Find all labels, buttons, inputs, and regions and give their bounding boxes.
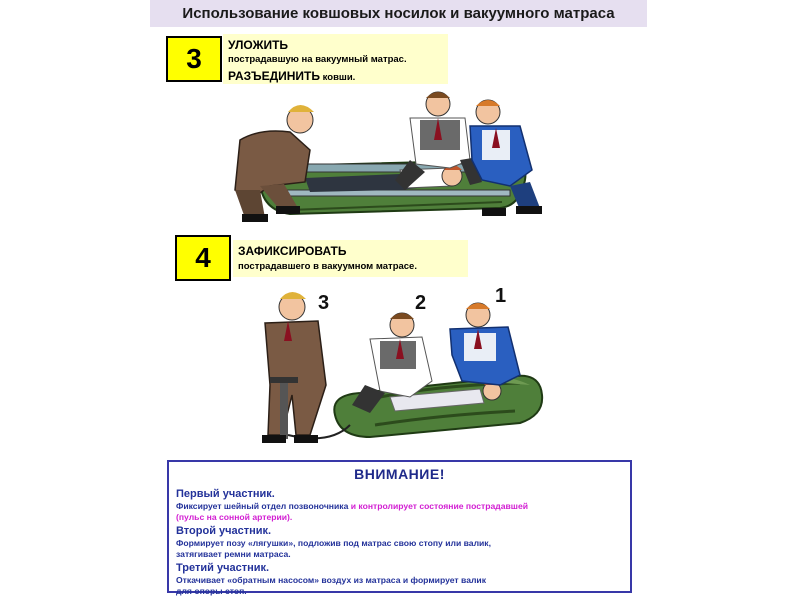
first-participant-heading: Первый участник. <box>176 488 275 500</box>
scene-step-3-illustration <box>220 90 550 230</box>
warning-box <box>167 460 632 596</box>
step-3-line-3 <box>228 67 355 85</box>
participant-number-2: 2 <box>415 292 427 314</box>
participant-number-1: 1 <box>495 285 507 307</box>
warning-body <box>176 486 626 597</box>
second-participant-heading: Второй участник. <box>176 525 272 537</box>
step-4-instruction <box>233 240 468 277</box>
step-4-number: 4 <box>175 235 231 281</box>
second-participant-text-b: затягивает ремни матраса. <box>176 549 291 559</box>
third-participant-heading: Третий участник. <box>176 562 270 574</box>
page-title: Использование ковшовых носилок и вакуумного матраса <box>150 0 647 27</box>
warning-title: ВНИМАНИЕ! <box>354 466 445 482</box>
first-participant-text <box>176 501 626 512</box>
first-participant-text-a: Фиксирует шейный отдел позвоночника <box>176 501 349 511</box>
step-3-line-3-strong: РАЗЪЕДИНИТЬ <box>228 69 320 83</box>
step-3-instruction <box>223 34 448 84</box>
second-participant-text-a: Формирует позу «лягушки», подложив под матрас свою стопу или валик, <box>176 538 491 548</box>
participant-number-3: 3 <box>318 292 330 314</box>
step-3-line-1: УЛОЖИТЬ <box>228 38 289 52</box>
scene-step-4-illustration <box>240 285 560 455</box>
first-participant-text-c: (пульс на сонной артерии). <box>176 512 293 522</box>
step-4-line-1: ЗАФИКСИРОВАТЬ <box>238 244 347 258</box>
step-3-line-3-rest: ковши. <box>320 72 356 83</box>
step-3-line-2: пострадавшую на вакуумный матрас. <box>228 54 407 65</box>
step-4-line-2: пострадавшего в вакуумном матрасе. <box>238 261 417 272</box>
participant-1-blue <box>450 303 520 385</box>
first-participant-text-b: и контролирует состояние пострадавшей <box>348 501 529 511</box>
third-participant-text-a: Откачивает «обратным насосом» воздух из матраса и формирует валик <box>176 575 487 585</box>
third-participant-text-b: для опоры стоп. <box>176 586 247 596</box>
step-3-number: 3 <box>166 36 222 82</box>
